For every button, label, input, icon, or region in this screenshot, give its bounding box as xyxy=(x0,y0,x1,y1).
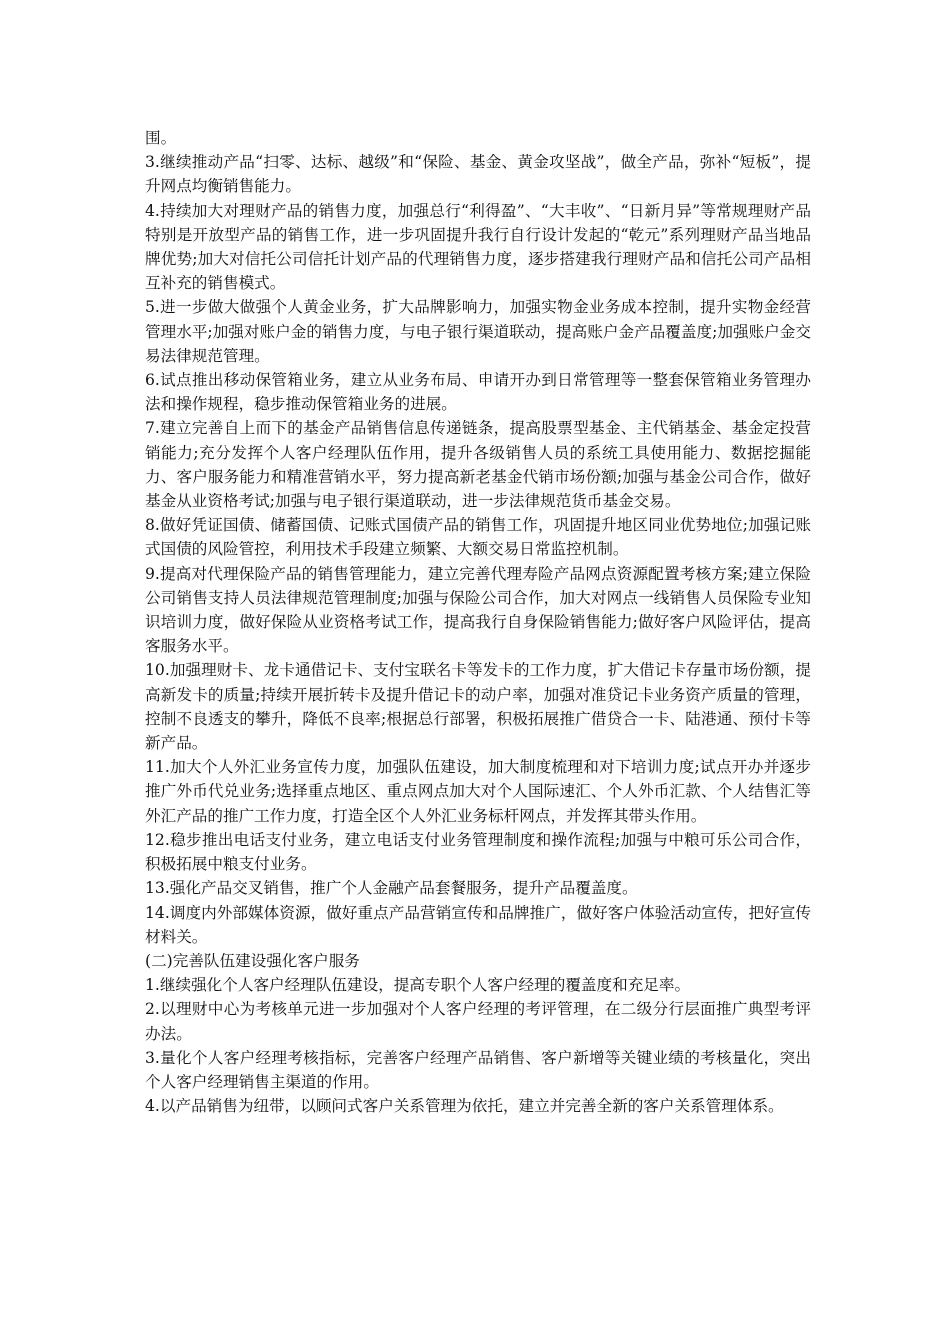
paragraph-item-10: 10.加强理财卡、龙卡通借记卡、支付宝联名卡等发卡的工作力度，扩大借记卡存量市场份额，提高新发卡的质量;持续开展折转卡及提升借记卡的动户率，加强对准贷记卡业务资产质量的管理，控制不良透支的攀升，降低不良率;根据总行部署，积极拓展推广借贷合一卡、陆港通、预付卡等新产品。 xyxy=(145,661,811,753)
paragraph-item-9: 9.提高对代理保险产品的销售管理能力，建立完善代理寿险产品网点资源配置考核方案;建立保险公司销售支持人员法律规范管理制度;加强与保险公司合作，加大对网点一线销售人员保险专业知识培训力度，做好保险从业资格考试工作，提高我行自身保险销售能力;做好客户风险评估，提高客服务水平。 xyxy=(145,564,811,656)
paragraph-item-4: 4.持续加大对理财产品的销售力度，加强总行“利得盈”、“大丰收”、“日新月异”等常规理财产品特别是开放型产品的销售工作，进一步巩固提升我行自行设计发起的“乾元”系列理财产品当地品牌优势;加大对信托公司信托计划产品的代理销售力度，逐步搭建我行理财产品和信托公司产品相互补充的销售模式。 xyxy=(145,201,811,293)
paragraph-section2-item-4: 4.以产品销售为纽带，以顾问式客户关系管理为依托，建立并完善全新的客户关系管理体系。 xyxy=(145,1097,784,1116)
paragraph-item-12: 12.稳步推出电话支付业务，建立电话支付业务管理制度和操作流程;加强与中粮可乐公司合作，积极拓展中粮支付业务。 xyxy=(145,830,811,874)
paragraph-item-11: 11.加大个人外汇业务宣传力度，加强队伍建设，加大制度梳理和对下培训力度;试点开办并逐步推广外币代兑业务;选择重点地区、重点网点加大对个人国际速汇、个人外币汇款、个人结售汇等外汇产品的推广工作力度，打造全区个人外汇业务标杆网点，并发挥其带头作用。 xyxy=(145,758,811,825)
paragraph-item-3: 3.继续推动产品“扫零、达标、越级”和“保险、基金、黄金攻坚战”，做全产品，弥补“短板”，提升网点均衡销售能力。 xyxy=(145,153,811,196)
paragraph-item-7: 7.建立完善自上而下的基金产品销售信息传递链条，提高股票型基金、主代销基金、基金定投营销能力;充分发挥个人客户经理队伍作用，提升各级销售人员的系统工具使用能力、数据挖掘能力、客户服务能力和精准营销水平，努力提高新老基金代销市场份额;加强与基金公司合作，做好基金从业资格考试;加强与电子银行渠道联动，进一步法律规范货币基金交易。 xyxy=(145,419,811,511)
paragraph-section2-item-3: 3.量化个人客户经理考核指标，完善客户经理产品销售、客户新增等关键业绩的考核量化，突出个人客户经理销售主渠道的作用。 xyxy=(145,1048,811,1091)
paragraph-section2-item-2: 2.以理财中心为考核单元进一步加强对个人客户经理的考评管理，在二级分行层面推广典型考评办法。 xyxy=(145,1000,811,1043)
section-heading: (二)完善队伍建设强化客户服务 xyxy=(145,951,360,970)
paragraph-item-6: 6.试点推出移动保管箱业务，建立从业务布局、申请开办到日常管理等一整套保管箱业务管理办法和操作规程，稳步推动保管箱业务的进展。 xyxy=(145,371,811,414)
paragraph-item-8: 8.做好凭证国债、储蓄国债、记账式国债产品的销售工作，巩固提升地区同业优势地位;加强记账式国债的风险管控，利用技术手段建立频繁、大额交易日常监控机制。 xyxy=(145,516,811,559)
paragraph-item-13: 13.强化产品交叉销售，推广个人金融产品套餐服务，提升产品覆盖度。 xyxy=(145,879,638,898)
paragraph-item-5: 5.进一步做大做强个人黄金业务，扩大品牌影响力，加强实物金业务成本控制，提升实物金经营管理水平;加强对账户金的销售力度，与电子银行渠道联动，提高账户金产品覆盖度;加强账户金交易法律规范管理。 xyxy=(145,298,811,365)
document-body xyxy=(145,126,811,1118)
paragraph-section2-item-1: 1.继续强化个人客户经理队伍建设，提高专职个人客户经理的覆盖度和充足率。 xyxy=(145,976,691,995)
paragraph-continuation: 围。 xyxy=(145,129,177,147)
paragraph-item-14: 14.调度内外部媒体资源，做好重点产品营销宣传和品牌推广，做好客户体验活动宣传，把好宣传材料关。 xyxy=(145,903,811,946)
